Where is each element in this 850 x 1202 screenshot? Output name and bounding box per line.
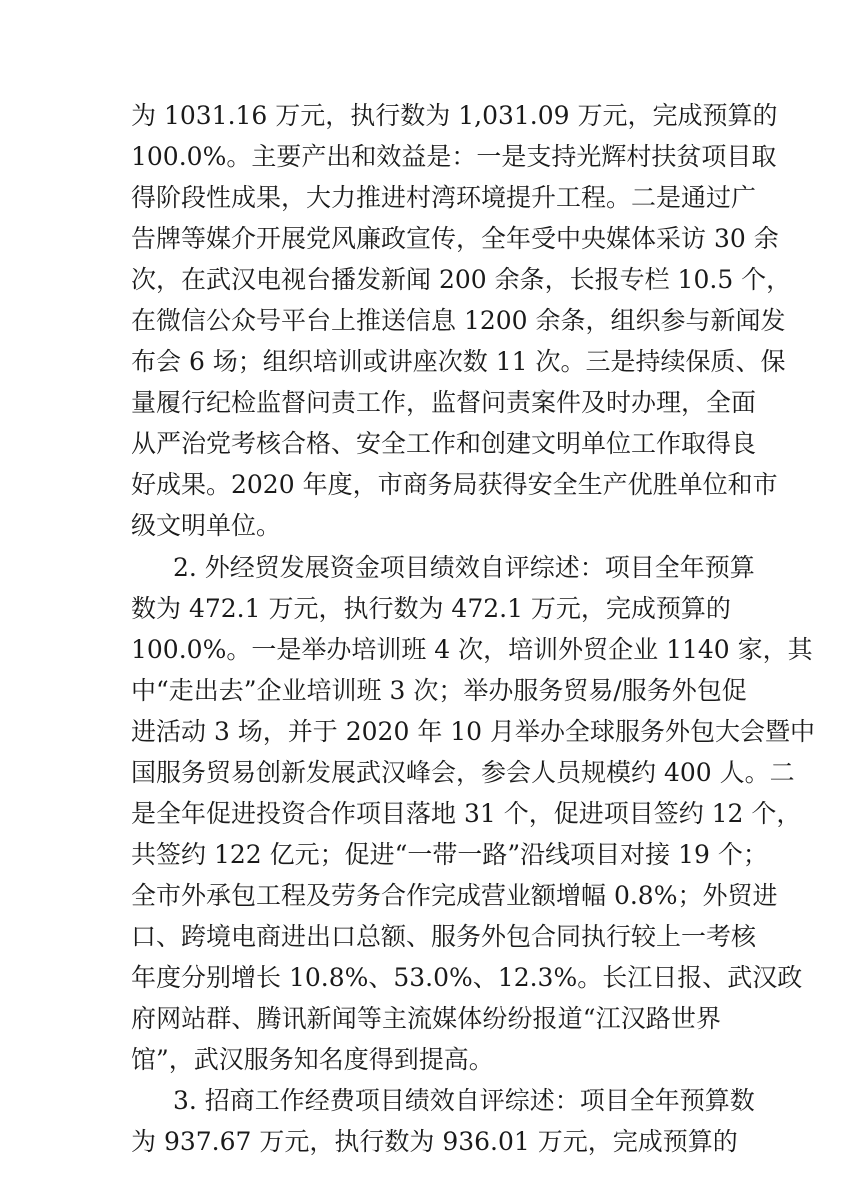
text-line: 进活动 3 场，并于 2020 年 10 月举办全球服务外包大会暨中 <box>131 717 816 746</box>
text-line: 级文明单位。 <box>131 511 282 540</box>
text-line: 次，在武汉电视台播发新闻 200 余条，长报专栏 10.5 个， <box>131 265 792 294</box>
text-line: 是全年促进投资合作项目落地 31 个，促进项目签约 12 个， <box>131 799 802 828</box>
text-line: 口、跨境电商进出口总额、服务外包合同执行较上一考核 <box>131 922 757 951</box>
text-line: 共签约 122 亿元；促进“一带一路”沿线项目对接 19 个； <box>131 840 768 869</box>
text-line: 告牌等媒介开展党风廉政宣传，全年受中央媒体采访 30 余 <box>131 224 779 253</box>
section-heading-line: 3. 招商工作经费项目绩效自评综述：项目全年预算数 <box>173 1086 755 1115</box>
text-line: 好成果。2020 年度，市商务局获得安全生产优胜单位和市 <box>131 470 778 499</box>
text-line: 量履行纪检监督问责工作，监督问责案件及时办理，全面 <box>131 388 757 417</box>
text-line: 数为 472.1 万元，执行数为 472.1 万元，完成预算的 <box>131 594 731 623</box>
text-line: 在微信公众号平台上推送信息 1200 余条，组织参与新闻发 <box>131 306 786 335</box>
text-line: 为 1031.16 万元，执行数为 1,031.09 万元，完成预算的 <box>131 101 778 130</box>
text-line: 得阶段性成果，大力推进村湾环境提升工程。二是通过广 <box>131 183 757 212</box>
text-line: 国服务贸易创新发展武汉峰会，参会人员规模约 400 人。二 <box>131 758 795 787</box>
section-heading-line: 2. 外经贸发展资金项目绩效自评综述：项目全年预算 <box>173 553 755 582</box>
text-line: 中“走出去”企业培训班 3 次；举办服务贸易/服务外包促 <box>131 676 747 705</box>
text-line: 从严治党考核合格、安全工作和创建文明单位工作取得良 <box>131 429 757 458</box>
text-line: 馆”，武汉服务知名度得到提高。 <box>131 1045 494 1074</box>
text-line: 100.0%。一是举办培训班 4 次，培训外贸企业 1140 家，其 <box>131 635 813 664</box>
text-line: 100.0%。主要产出和效益是：一是支持光辉村扶贫项目取 <box>131 142 777 171</box>
text-line: 布会 6 场；组织培训或讲座次数 11 次。三是持续保质、保 <box>131 347 786 376</box>
text-line: 为 937.67 万元，执行数为 936.01 万元，完成预算的 <box>131 1127 738 1156</box>
text-line: 年度分别增长 10.8%、53.0%、12.3%。长江日报、武汉政 <box>131 963 803 992</box>
text-line: 全市外承包工程及劳务合作完成营业额增幅 0.8%；外贸进 <box>131 881 778 910</box>
text-line: 府网站群、腾讯新闻等主流媒体纷纷报道“江汉路世界 <box>131 1004 721 1033</box>
